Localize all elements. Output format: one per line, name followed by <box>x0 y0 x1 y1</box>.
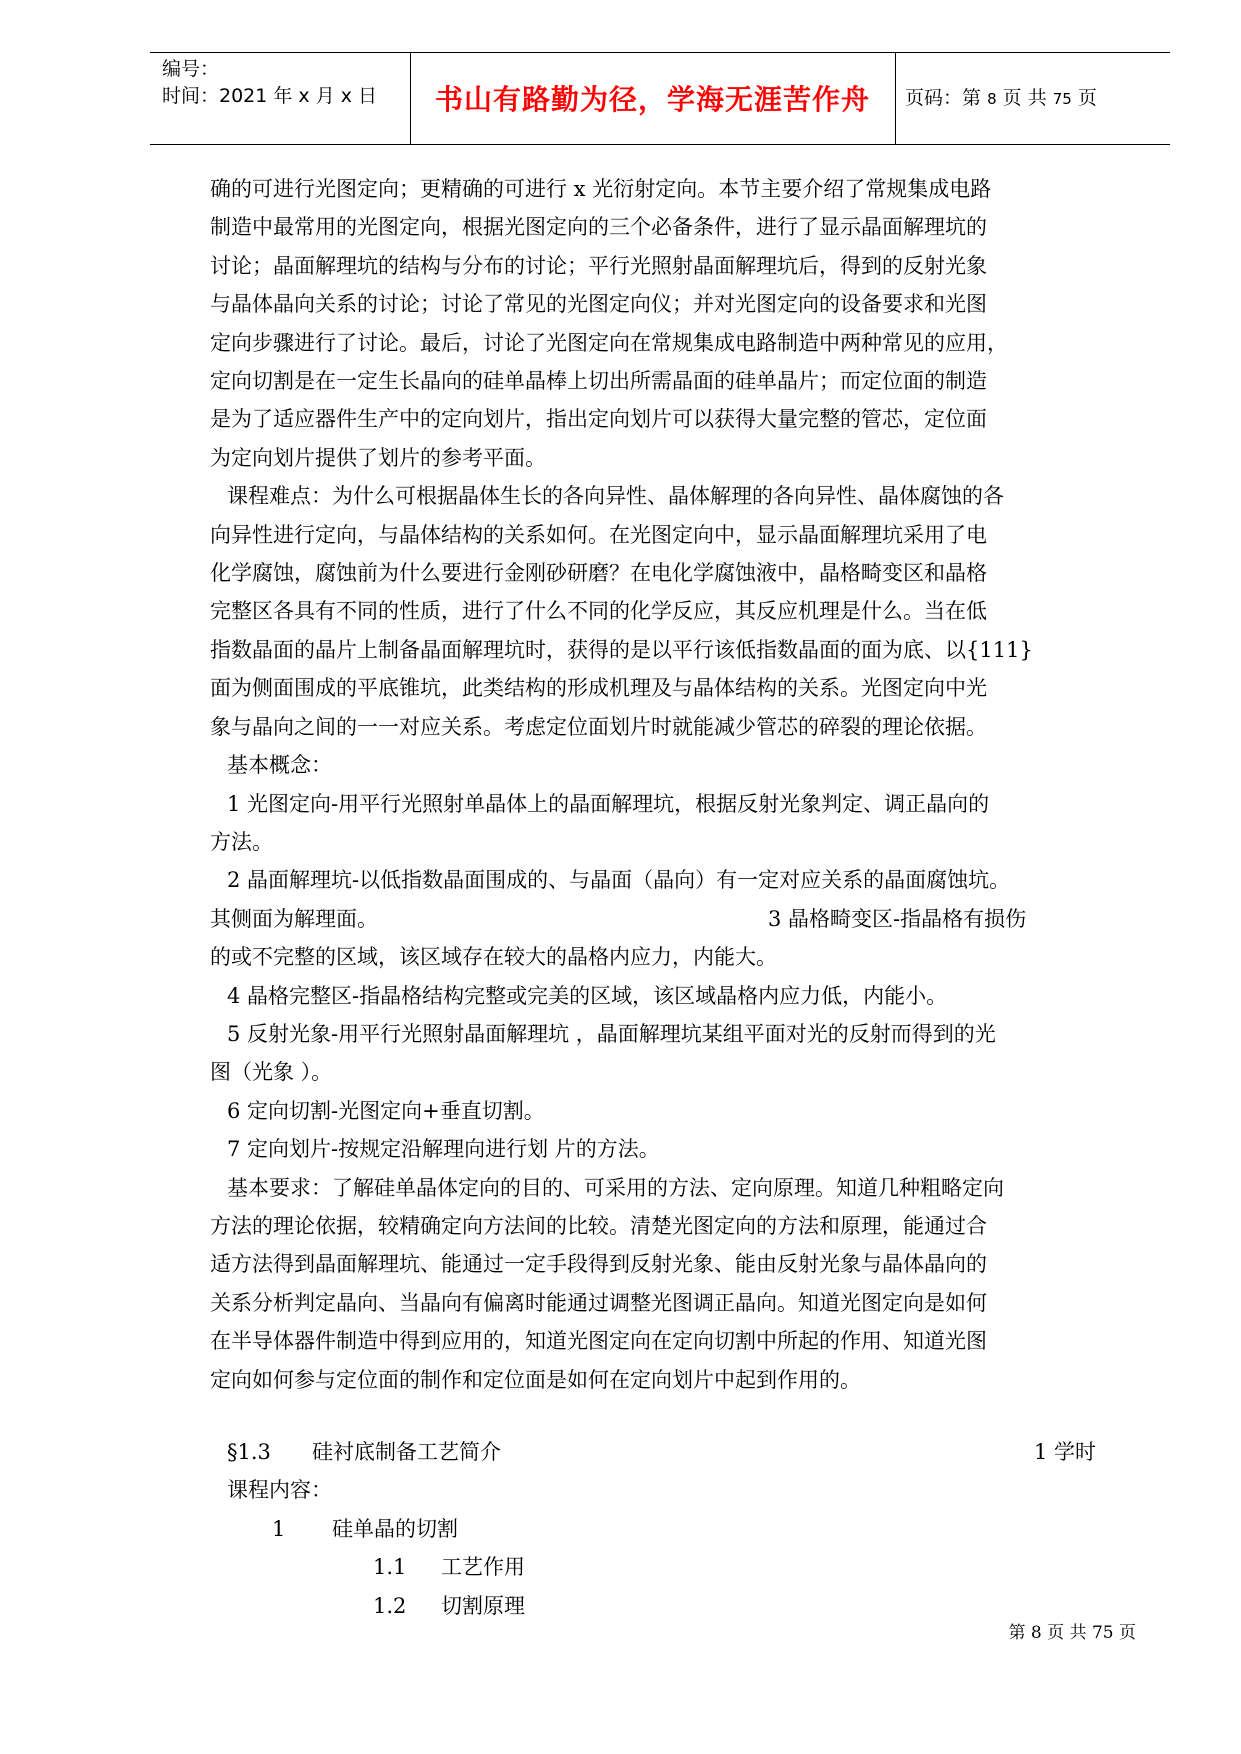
concept-item: 5 反射光象-用平行光照射晶面解理坑 ，晶面解理坑某组平面对光的反射而得到的光 <box>227 1021 996 1046</box>
difficulty-paragraph <box>210 477 1145 746</box>
outline-item-text: 硅单晶的切割 <box>332 1516 458 1541</box>
text-line: 基本要求：了解硅单晶体定向的目的、可采用的方法、定向原理。知道几种粗略定向 <box>227 1175 1004 1200</box>
concepts-section <box>210 746 1145 1168</box>
section-1-3 <box>210 1433 1145 1625</box>
section-hours: 1 学时 <box>1034 1440 1097 1464</box>
concept-item-cont: 方法。 <box>210 829 273 854</box>
text-line: 与晶体晶向关系的讨论；讨论了常见的光图定向仪；并对光图定向的设备要求和光图 <box>210 292 987 317</box>
text-line: 为定向划片提供了划片的参考平面。 <box>210 445 546 470</box>
document-number-label: 编号： <box>162 58 220 80</box>
concept-item: 1 光图定向-用平行光照射单晶体上的晶面解理坑，根据反射光象判定、调正晶向的 <box>227 791 990 816</box>
document-body <box>210 170 1145 1625</box>
concept-item: 4 晶格完整区-指晶格结构完整或完美的区域，该区域晶格内应力低，内能小。 <box>227 983 948 1008</box>
header-divider-right <box>895 52 896 144</box>
text-line: 向异性进行定向，与晶体结构的关系如何。在光图定向中，显示晶面解理坑采用了电 <box>210 522 987 547</box>
page-total: 75 <box>1052 90 1072 108</box>
concept-item-cont: 图（光象 ）。 <box>210 1060 333 1085</box>
page-suffix: 页 <box>1077 87 1097 109</box>
page-prefix: 页码：第 <box>905 87 982 109</box>
text-line: 适方法得到晶面解理坑、能通过一定手段得到反射光象、能由反射光象与晶体晶向的 <box>210 1252 987 1277</box>
text-line: 指数晶面的晶片上制备晶面解理坑时，获得的是以平行该低指数晶面的面为底、以{111} <box>210 637 1033 662</box>
text-line: 完整区各具有不同的性质，进行了什么不同的化学反应，其反应机理是什么。当在低 <box>210 599 987 624</box>
outline-item-number: 1 <box>272 1516 286 1541</box>
text-line: 关系分析判定晶向、当晶向有偏离时能通过调整光图调正晶向。知道光图定向是如何 <box>210 1290 987 1315</box>
page-footer: 第 8 页 共 75 页 <box>1008 1623 1136 1643</box>
text-line: 定向步骤进行了讨论。最后，讨论了光图定向在常规集成电路制造中两种常见的应用， <box>210 330 1008 355</box>
document-time: 时间：2021 年 x 月 x 日 <box>162 85 378 107</box>
concept-item: 2 晶面解理坑-以低指数晶面围成的、与晶面（晶向）有一定对应关系的晶面腐蚀坑。 <box>227 868 1011 893</box>
intro-paragraph <box>210 170 1145 477</box>
outline-subitem-text: 工艺作用 <box>441 1555 525 1580</box>
outline-subitem-number: 1.2 <box>373 1593 407 1618</box>
concept-item: 3 晶格畸变区-指晶格有损伤 <box>768 906 1027 931</box>
text-line: 制造中最常用的光图定向，根据光图定向的三个必备条件，进行了显示晶面解理坑的 <box>210 215 987 240</box>
page-header <box>150 52 1170 144</box>
outline-subitem <box>210 1587 1145 1625</box>
course-content-label: 课程内容： <box>227 1478 332 1503</box>
concept-item: 6 定向切割-光图定向+垂直切割。 <box>227 1098 545 1123</box>
text-line: 定向如何参与定位面的制作和定位面是如何在定向划片中起到作用的。 <box>210 1367 861 1392</box>
header-meta <box>162 56 377 110</box>
course-content-label-row <box>210 1471 1145 1509</box>
header-page-info <box>905 82 1097 115</box>
text-line: 是为了适应器件生产中的定向划片，指出定向划片可以获得大量完整的管芯，定位面 <box>210 407 987 432</box>
section-number: §1.3 <box>227 1440 271 1464</box>
text-line: 定向切割是在一定生长晶向的硅单晶棒上切出所需晶面的硅单晶片；而定位面的制造 <box>210 369 987 394</box>
concept-item: 7 定向划片-按规定沿解理向进行划 片的方法。 <box>227 1137 660 1162</box>
outline-item <box>210 1510 1145 1548</box>
text-line: 象与晶向之间的一一对应关系。考虑定位面划片时就能减少管芯的碎裂的理论依据。 <box>210 714 987 739</box>
text-line: 课程难点：为什么可根据晶体生长的各向异性、晶体解理的各向异性、晶体腐蚀的各 <box>227 484 1004 509</box>
page-number: 8 <box>987 90 997 108</box>
section-heading <box>210 1433 1145 1471</box>
text-line: 方法的理论依据，较精确定向方法间的比较。清楚光图定向的方法和原理，能通过合 <box>210 1213 987 1238</box>
requirements-paragraph <box>210 1169 1145 1399</box>
page-middle: 页 共 <box>1002 87 1047 109</box>
text-line: 化学腐蚀，腐蚀前为什么要进行金刚砂研磨？在电化学腐蚀液中，晶格畸变区和晶格 <box>210 561 987 586</box>
text-line: 面为侧面围成的平底锥坑，此类结构的形成机理及与晶体结构的关系。光图定向中光 <box>210 676 987 701</box>
outline-subitem-number: 1.1 <box>373 1555 407 1580</box>
text-line: 讨论；晶面解理坑的结构与分布的讨论；平行光照射晶面解理坑后，得到的反射光象 <box>210 253 987 278</box>
header-bottom-rule <box>150 144 1170 145</box>
concept-row <box>210 900 1145 938</box>
concepts-title: 基本概念： <box>227 753 332 778</box>
text-line: 在半导体器件制造中得到应用的，知道光图定向在定向切割中所起的作用、知道光图 <box>210 1329 987 1354</box>
concept-item-cont: 的或不完整的区域，该区域存在较大的晶格内应力，内能大。 <box>210 945 777 970</box>
outline-subitem <box>210 1548 1145 1586</box>
header-motto: 书山有路勤为径，学海无涯苦作舟 <box>434 83 870 116</box>
section-title: 硅衬底制备工艺简介 <box>312 1440 501 1464</box>
text-line: 确的可进行光图定向；更精确的可进行 x 光衍射定向。本节主要介绍了常规集成电路 <box>210 177 992 201</box>
concept-item-cont: 其侧面为解理面。 <box>210 906 378 931</box>
outline-subitem-text: 切割原理 <box>441 1593 525 1618</box>
